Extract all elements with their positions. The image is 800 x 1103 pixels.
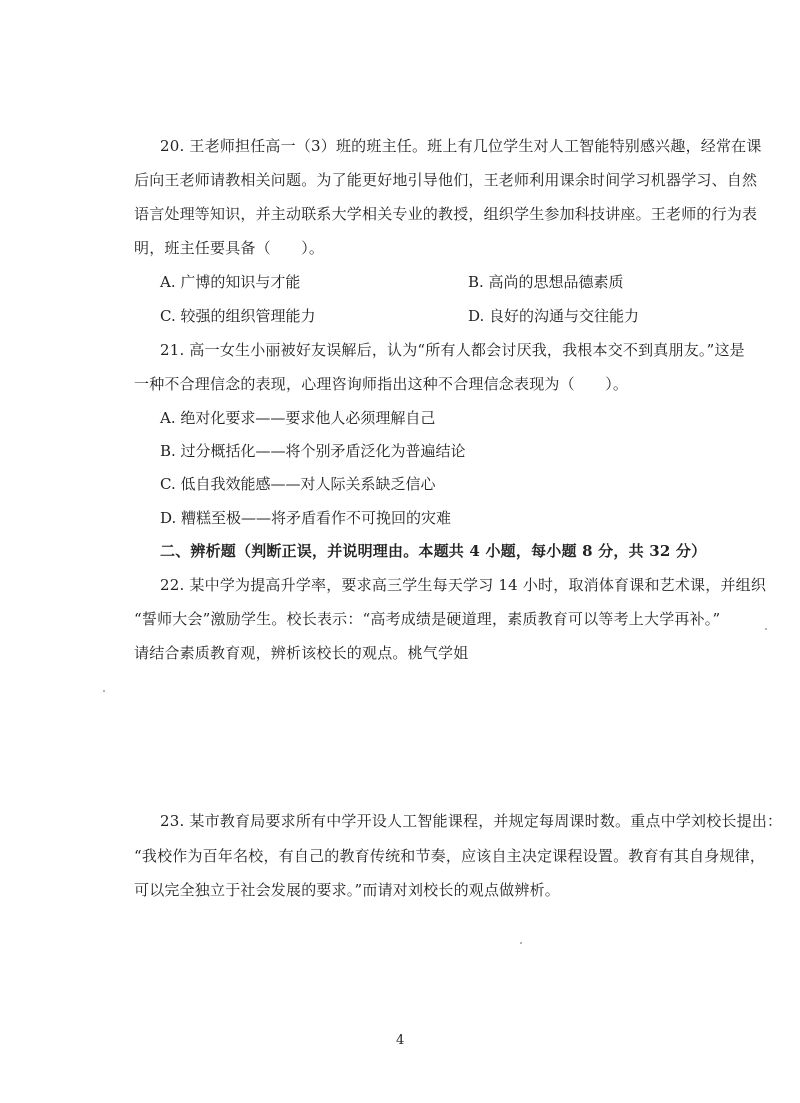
question-20-option-b: B. 高尚的思想品德素质 bbox=[468, 273, 624, 291]
question-21-line-2: 一种不合理信念的表现，心理咨询师指出这种不合理信念表现为（ ）。 bbox=[134, 375, 629, 393]
page-number: 4 bbox=[396, 1033, 405, 1048]
scan-speck bbox=[103, 690, 105, 692]
question-23-line-2: “我校作为百年名校，有自己的教育传统和节奏，应该自主决定课程设置。教育有其自身规律， bbox=[134, 847, 766, 865]
question-20-option-d: D. 良好的沟通与交往能力 bbox=[468, 307, 640, 325]
question-23-line-1: 23. 某市教育局要求所有中学开设人工智能课程，并规定每周课时数。重点中学刘校长提出： bbox=[160, 812, 783, 830]
question-22-line-3: 请结合素质教育观，辨析该校长的观点。桃气学姐 bbox=[134, 644, 469, 662]
question-20-line-4: 明，班主任要具备（ ）。 bbox=[134, 239, 325, 257]
question-20-line-2: 后向王老师请教相关问题。为了能更好地引导他们，王老师利用课余时间学习机器学习、自然 bbox=[134, 171, 758, 189]
question-22-line-1: 22. 某中学为提高升学率，要求高三学生每天学习 14 小时，取消体育课和艺术课，并组织 bbox=[160, 576, 767, 594]
question-20-option-c: C. 较强的组织管理能力 bbox=[160, 307, 316, 325]
question-22-line-2: “誓师大会”激励学生。校长表示：“高考成绩是硬道理，素质教育可以等考上大学再补。” bbox=[134, 610, 721, 628]
question-21-option-d: D. 糟糕至极——将矛盾看作不可挽回的灾难 bbox=[160, 509, 452, 527]
question-20-option-a: A. 广博的知识与才能 bbox=[160, 273, 301, 291]
question-21-line-1: 21. 高一女生小丽被好友误解后，认为“所有人都会讨厌我，我根本交不到真朋友。”这是 bbox=[160, 341, 745, 359]
section-2-heading: 二、辨析题（判断正误，并说明理由。本题共 4 小题，每小题 8 分，共 32 分） bbox=[160, 542, 707, 560]
question-20-line-1: 20. 王老师担任高一（3）班的班主任。班上有几位学生对人工智能特别感兴趣，经常在课 bbox=[160, 137, 762, 155]
scan-speck bbox=[765, 628, 767, 630]
question-21-option-c: C. 低自我效能感——对人际关系缺乏信心 bbox=[160, 475, 436, 493]
question-21-option-b: B. 过分概括化——将个别矛盾泛化为普遍结论 bbox=[160, 442, 466, 460]
question-20-line-3: 语言处理等知识，并主动联系大学相关专业的教授，组织学生参加科技讲座。王老师的行为表 bbox=[134, 205, 758, 223]
scan-speck bbox=[520, 942, 522, 944]
question-21-option-a: A. 绝对化要求——要求他人必须理解自己 bbox=[160, 409, 436, 427]
question-23-line-3: 可以完全独立于社会发展的要求。”而请对刘校长的观点做辨析。 bbox=[134, 881, 560, 899]
